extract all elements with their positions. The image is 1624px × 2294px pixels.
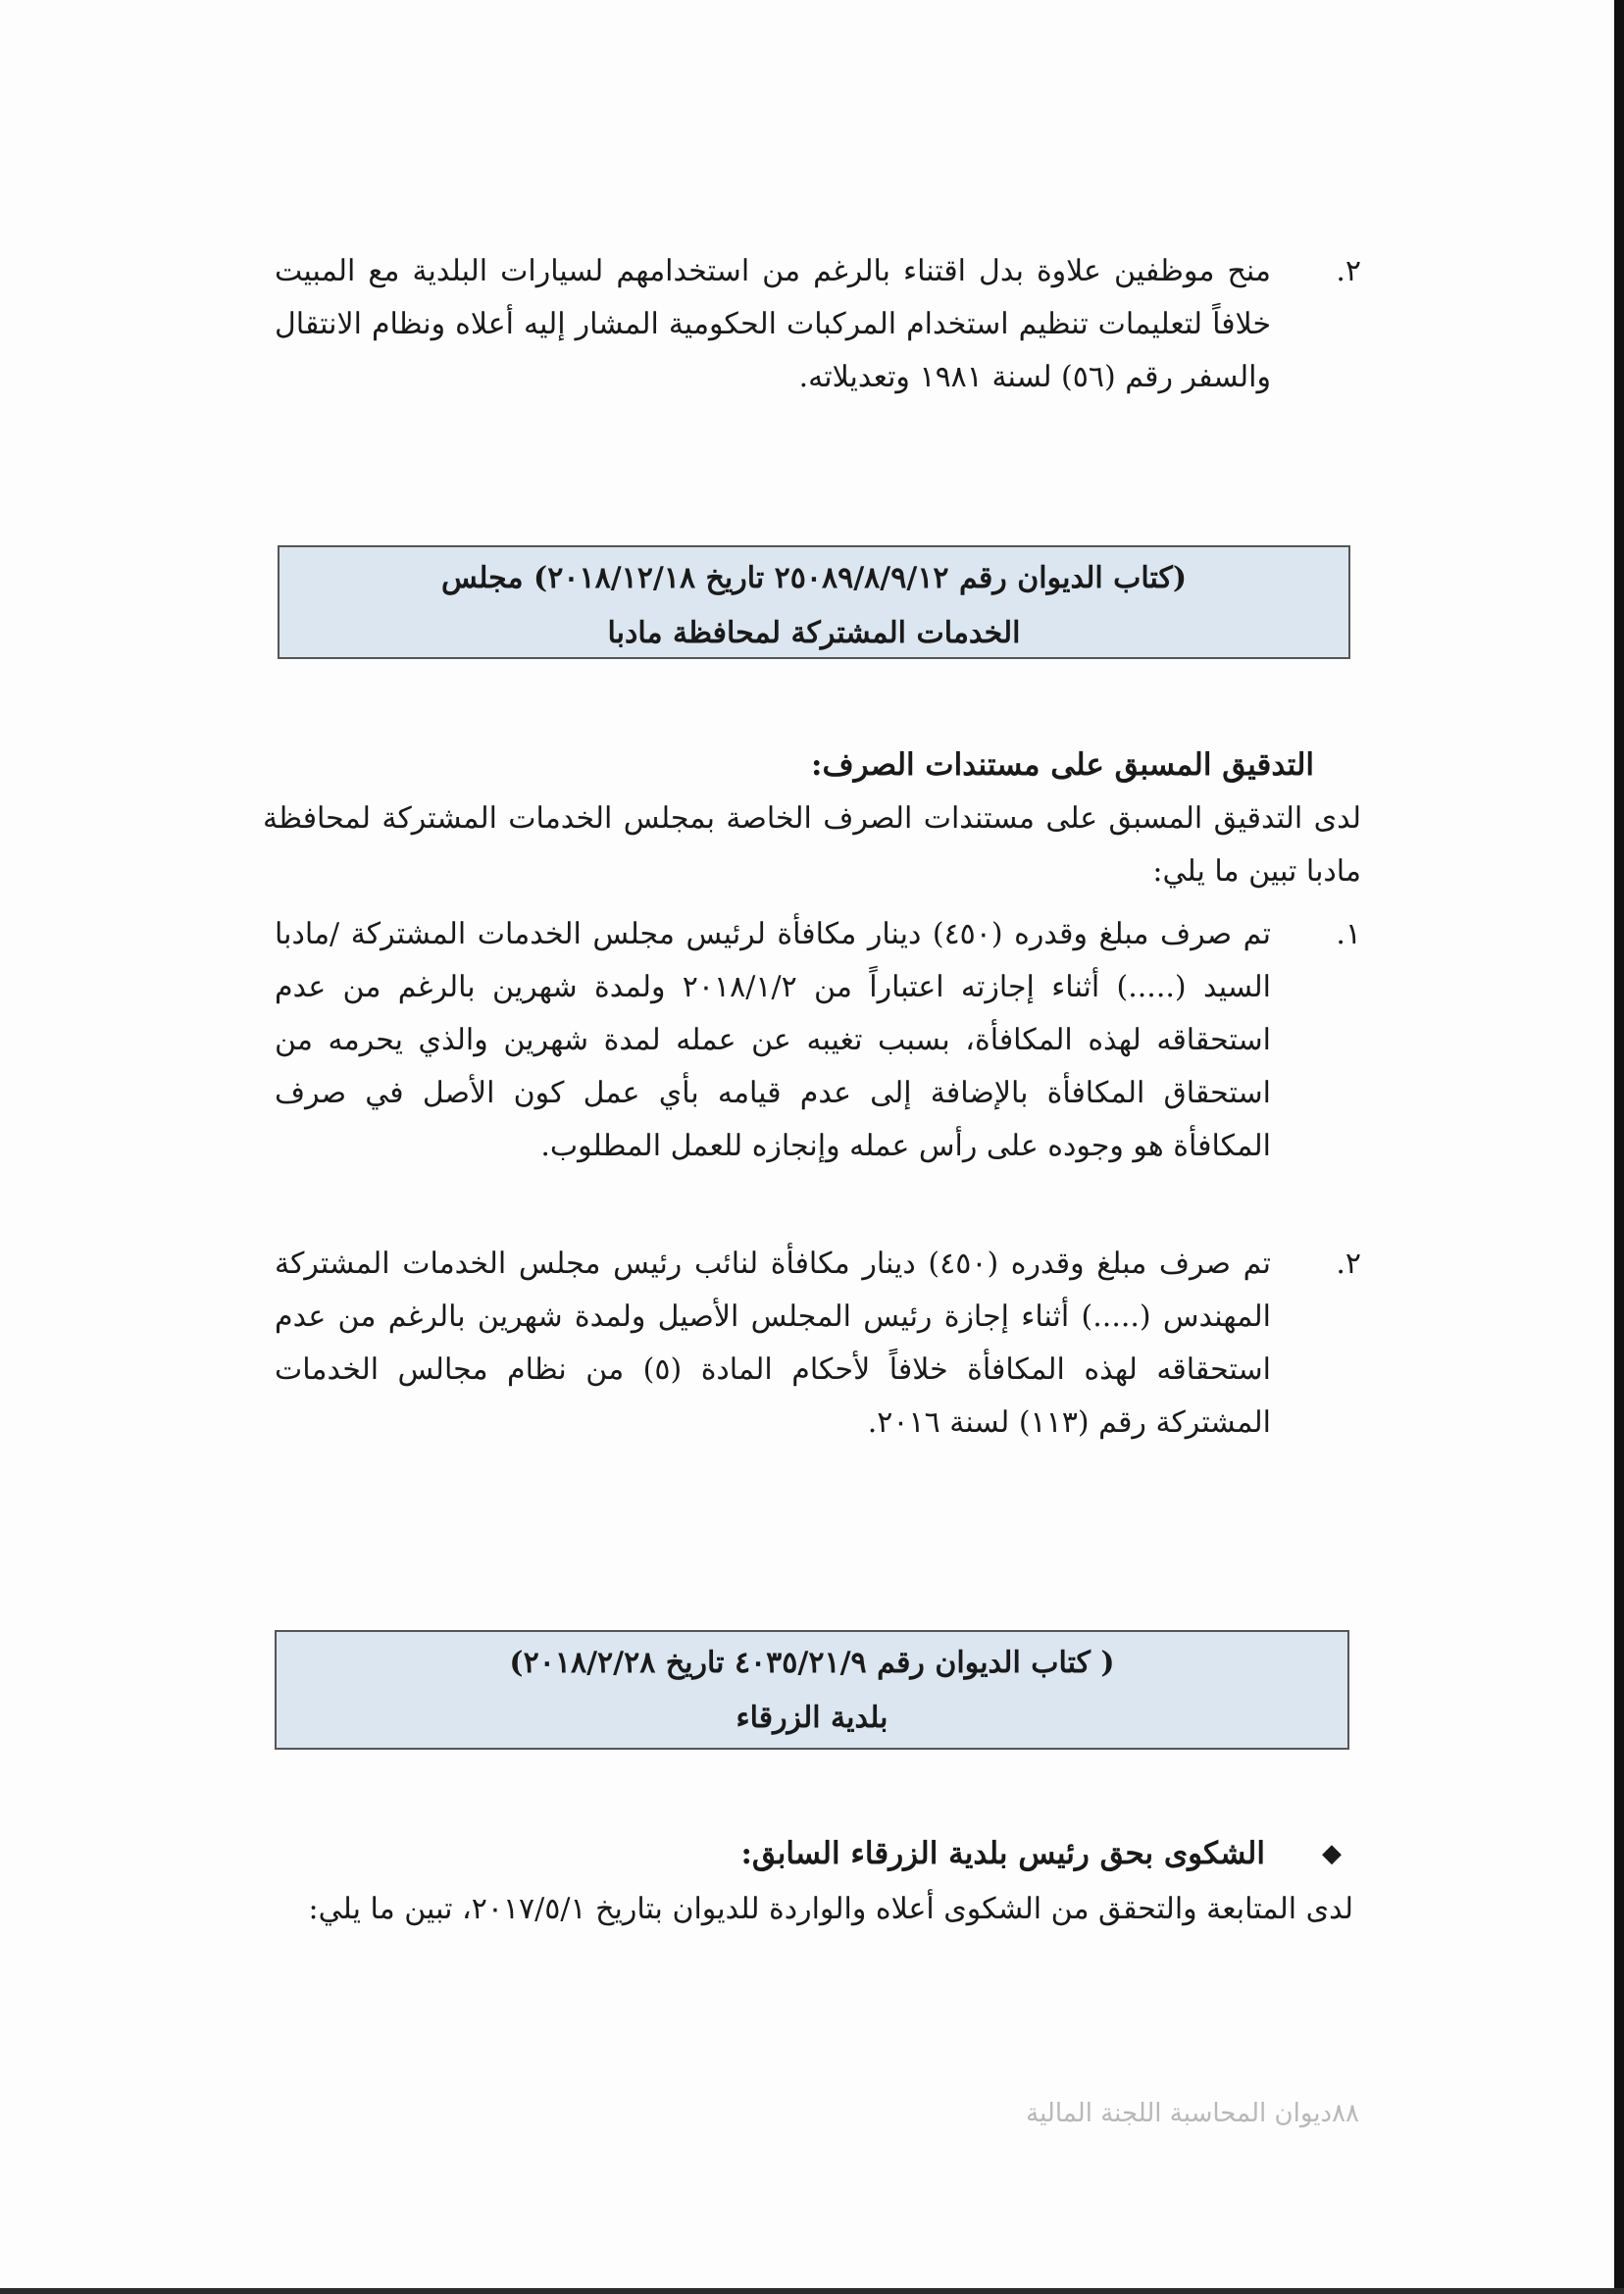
list-number: ٢.: [1336, 1247, 1361, 1281]
letter-reference-box-madaba: [278, 545, 1350, 659]
paragraph-item-2: تم صرف مبلغ وقدره (٤٥٠) دينار مكافأة لنائب رئيس مجلس الخدمات المشتركة المهندس (.....) أثناء إجازة رئيس المجلس الأصيل ولمدة شهرين بالرغم من عدم استحقاقه لهذه المكافأة خلافاً لأحكام المادة (٥) من نظام مجالس الخدمات المشتركة رقم (١١٣) لسنة ٢٠١٦.: [275, 1247, 1271, 1440]
box-line-2: بلدية الزرقاء: [736, 1701, 888, 1735]
paragraph-allowance: منح موظفين علاوة بدل اقتناء بالرغم من استخدامهم لسيارات البلدية مع المبيت خلافاً لتعليمات تنظيم استخدام المركبات الحكومية المشار إليه أعلاه ونظام الانتقال والسفر رقم (٥٦) لسنة ١٩٨١ وتعديلاته.: [275, 254, 1271, 394]
list-number: ١.: [1336, 917, 1361, 951]
scan-bottom-edge: [0, 2288, 1624, 2294]
list-number: ٢.: [1336, 254, 1361, 288]
section-heading-pre-audit: التدقيق المسبق على مستندات الصرف:: [811, 747, 1314, 783]
paragraph-item-1: تم صرف مبلغ وقدره (٤٥٠) دينار مكافأة لرئيس مجلس الخدمات المشتركة /مادبا السيد (.....) أثناء إجازته اعتباراً من ٢٠١٨/١/٢ ولمدة شهرين بالرغم من عدم استحقاقه لهذه المكافأة، بسبب تغيبه عن عمله لمدة شهرين والذي يحرمه من استحقاق المكافأة بالإضافة إلى عدم قيامه بأي عمل كون الأصل في صرف المكافأة هو وجوده على رأس عمله وإنجازه للعمل المطلوب.: [275, 917, 1272, 1163]
paragraph-intro-zarqa: لدى المتابعة والتحقق من الشكوى أعلاه والواردة للديوان بتاريخ ٢٠١٧/٥/١، تبين ما يلي:: [308, 1892, 1353, 1926]
letter-reference-box-zarqa: [275, 1630, 1349, 1750]
section-heading-complaint: الشكوى بحق رئيس بلدية الزرقاء السابق:: [740, 1836, 1265, 1871]
box-line-2: الخدمات المشتركة لمحافظة مادبا: [607, 616, 1021, 650]
scan-edge: [1614, 0, 1624, 2294]
page-footer: ٨٨ديوان المحاسبة اللجنة المالية: [1026, 2099, 1359, 2128]
diamond-bullet-icon: ◆: [1322, 1839, 1342, 1868]
paragraph-intro-madaba: لدى التدقيق المسبق على مستندات الصرف الخاصة بمجلس الخدمات المشتركة لمحافظة مادبا تبين ما يلي:: [263, 801, 1361, 889]
box-line-1: (كتاب الديوان رقم ٢٥٠٨٩/٨/٩/١٢ تاريخ ٢٠١٨/١٢/١٨) مجلس: [440, 561, 1188, 595]
box-line-1: ( كتاب الديوان رقم ٤٠٣٥/٢١/٩ تاريخ ٢٠١٨/٢/٢٨): [509, 1646, 1115, 1680]
